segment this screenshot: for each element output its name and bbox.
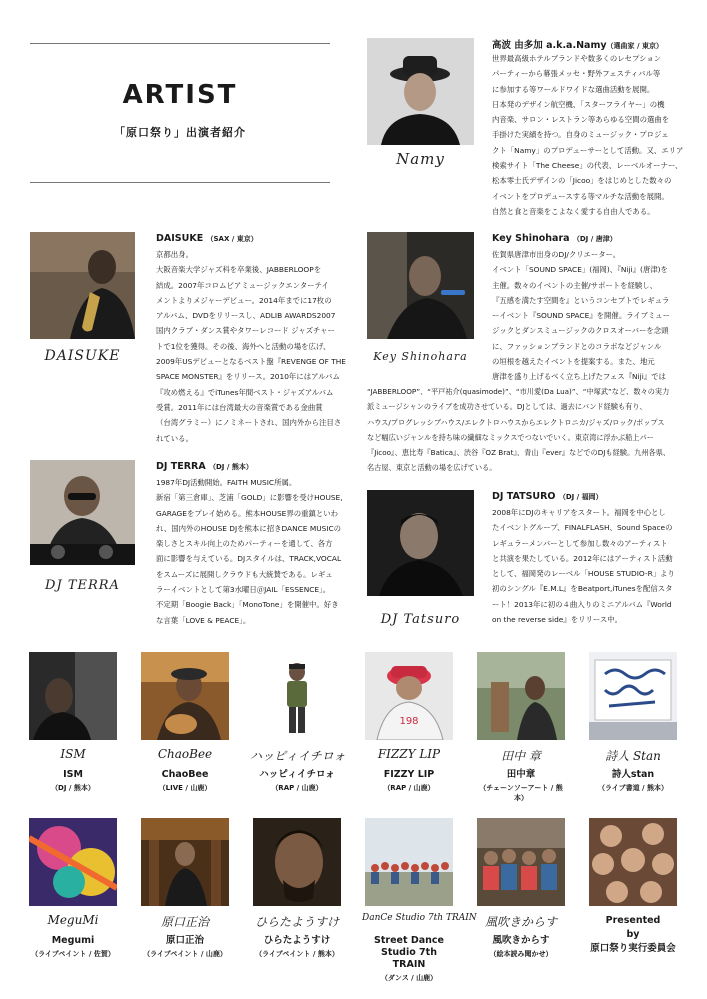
grid-signature: 田中 章 — [501, 749, 541, 763]
megumi-photo — [29, 818, 117, 906]
grid-signature: 詩人 Stan — [605, 749, 661, 763]
seventh-train-photo — [365, 818, 453, 906]
grid-role: （ライブペイント / 熊本） — [255, 950, 339, 958]
namy-bio — [492, 51, 697, 219]
presented-line-2: by — [626, 929, 640, 940]
grid-signature: FIZZY LIP — [377, 747, 441, 761]
bio-line: on the reverse side』をリリース中。 — [492, 615, 623, 625]
bio-line: 京都出身。 — [156, 250, 193, 259]
tatsuro-bio — [492, 505, 697, 627]
namy-name-text: 高波 由多加 a.k.a.Namy — [492, 40, 607, 51]
grid-item — [474, 913, 568, 959]
grid-name: 田中章 — [506, 769, 536, 780]
daisuke-bio — [156, 247, 348, 446]
bio-line: をスムーズに展開しクラウドも大統賛である。レギュ — [156, 569, 333, 579]
grid-signature: 風吹きからす — [484, 915, 557, 929]
happy-ichiro-photo — [253, 652, 341, 740]
bio-line: たイベントグループ、FINALFLASH、Sound Spaceの — [492, 523, 673, 533]
grid-role: （ライブペイント / 山鹿） — [143, 950, 227, 958]
bio-line: “JABBERLOOP”、“平戸祐介(quasimode)”、“市川愛(Da Lua)”、“中塚武”など、数々の実力 — [367, 387, 670, 396]
grid-item — [26, 747, 120, 793]
grid-signature: ひらたようすけ — [254, 915, 339, 929]
grid-name: Street Dance Studio 7th TRAIN — [374, 935, 444, 970]
terra-name-text: DJ TERRA — [156, 461, 206, 472]
grid-role: （チェーンソーアート / 熊本） — [479, 784, 563, 802]
key-role: （DJ / 唐津） — [572, 235, 617, 243]
presented-line-1: Presented — [605, 915, 661, 926]
grid-signature: DanCe Studio 7th TRAIN — [362, 913, 477, 923]
daisuke-signature: DAISUKE — [44, 348, 121, 364]
grid-name: ChaoBee — [161, 769, 209, 780]
grid-role: （DJ / 熊本） — [51, 784, 95, 792]
bio-line: レギュラーメンバーとして参加し数々のアーティスト — [492, 538, 668, 548]
bio-line: 大阪音楽大学ジャズ科を卒業後、JABBERLOOPを — [156, 265, 322, 275]
chaobee-photo — [141, 652, 229, 740]
bio-line: 新宿「第三倉庫」、芝浦「GOLD」に影響を受けHOUSE, — [156, 493, 343, 503]
bio-line: 唐津を盛り上げるべく立ち上げたフェス『Niji』では — [492, 372, 666, 382]
key-photo — [367, 232, 474, 339]
bio-line: れ、国内外のHOUSE DJを熊本に招きDANCE MUSICの — [156, 523, 342, 533]
grid-name: 詩人stan — [611, 769, 655, 780]
key-signature: Key Shinohara — [373, 350, 468, 363]
bio-line: ーイベント『SOUND SPACE』を開催。ライブミュー — [492, 311, 670, 321]
bio-line: 結成。2007年コロムビアミュージックエンターテイ — [156, 280, 329, 290]
bio-line: など幅広いジャンルを持ち味の繊細なミックスでつないでいく。東京湾に浮かぶ船上パー — [367, 432, 654, 442]
bio-line: 検索サイト「The Cheese」の代表、レーベルオーナー、 — [492, 161, 683, 171]
grid-name: 風吹きからす — [492, 935, 550, 946]
bio-line: ート！2013年に初の４曲入りのミニアルバム『World — [492, 599, 672, 609]
terra-role: （DJ / 熊本） — [209, 463, 253, 471]
namy-signature: Namy — [396, 150, 445, 168]
bio-line: アルバム、DVDをリリースし、ADLIB AWARDS2007 — [156, 311, 336, 321]
bio-line: 受賞。2011年には台湾最大の音楽賞である金曲賞 — [156, 402, 323, 412]
bio-line: SPACE MONSTER』をリリース。2010年にはアルバム — [156, 372, 340, 382]
bio-line: に参加する等ワールドワイドな選曲活動を展開。 — [492, 84, 655, 94]
key-name — [492, 233, 617, 244]
tatsuro-name-text: DJ TATSURO — [492, 491, 556, 502]
kazefuki-karasu-photo — [477, 818, 565, 906]
namy-name — [492, 37, 663, 51]
shijin-stan-photo — [589, 652, 677, 740]
key-bio-top — [492, 247, 697, 385]
bio-line: メントよりメジャーデビュー。2014年までに17枚の — [156, 295, 332, 305]
tatsuro-photo — [367, 490, 474, 596]
bio-line: GARAGEをプレイ始める。熊本HOUSE界の重鎮といわ — [156, 508, 339, 518]
bio-line: 手掛けた実績を持つ。自身のミュージック・プロジェ — [492, 130, 669, 140]
terra-photo — [30, 460, 135, 565]
grid-role: （ライブペイント / 佐賀） — [31, 950, 115, 958]
bio-line: ジックとダンスミュージックのクロスオーバーを念頭 — [492, 326, 669, 336]
grid-signature: ChaoBee — [157, 747, 213, 761]
grid-role: （絵本読み聞かせ） — [489, 950, 553, 958]
ism-photo — [29, 652, 117, 740]
grid-signature: ISM — [60, 747, 86, 761]
tatsuro-signature: DJ Tatsuro — [380, 612, 461, 627]
bio-line: ラーイベントとして第3水曜日＠JAIL「ESSENCE」。 — [156, 585, 331, 595]
bio-line: と共演を果たしている。2012年にはアーティスト活動 — [492, 553, 673, 563]
bio-line: 面に影響を与えている。DJスタイルは、TRACK,VOCAL — [156, 554, 342, 564]
bio-line: 『五感を満たす空間を』というコンセプトでレギュラ — [492, 295, 670, 305]
bio-line: れている。 — [156, 433, 193, 443]
header-top-rule — [30, 43, 330, 44]
grid-name: FIZZY LIP — [383, 769, 435, 780]
bio-line: な言葉「LOVE & PEACE」。 — [156, 615, 251, 625]
tatsuro-name — [492, 491, 603, 502]
bio-line: イベント「SOUND SPACE」(福岡)、『Niji』(唐津)を — [492, 265, 668, 275]
terra-name — [156, 461, 253, 472]
bio-line: ハウス/プログレッシブハウス/エレクトロハウスからエレクトロニカ/ジャズ/ロック/ポップス — [367, 417, 665, 427]
grid-item — [138, 913, 232, 959]
grid-item — [362, 747, 456, 793]
page-title: ARTIST — [122, 80, 238, 110]
bio-line: 自然と食と音楽をこよなく愛する自由人である。 — [492, 206, 655, 216]
grid-role: （ダンス / 山鹿） — [380, 974, 438, 982]
grid-name: ハッピィイチロォ — [259, 769, 335, 780]
namy-photo — [367, 38, 474, 145]
bio-line: 2009年USデビューとなるベスト盤『REVENGE OF THE — [156, 357, 346, 367]
bio-line: トで1位を獲得。その後、海外へと活動の場を広げ、 — [156, 341, 331, 351]
page-subtitle: 「原口祭り」出演者紹介 — [114, 126, 246, 139]
bio-line: クト「Namy」のプロデューサーとして活動。又、エリア — [492, 145, 684, 155]
bio-line: 1987年DJ活動開始。FAITH MUSIC所属。 — [156, 478, 297, 487]
bio-line: （台湾グラミー）にノミネートされ、国内外から注目さ — [156, 418, 342, 428]
grid-item — [26, 913, 120, 959]
bio-line: 『Jicoo』、恵比寿『Batica』、渋谷『OZ Brat』、青山『ever』などでのDJも経験。九州各県、 — [367, 448, 671, 458]
daisuke-role: （SAX / 東京） — [206, 235, 258, 243]
grid-item — [474, 747, 568, 803]
grid-item — [138, 747, 232, 793]
bio-line: に、ファッションブランドとのコラボなどジャンル — [492, 341, 662, 351]
grid-name: ISM — [63, 769, 83, 780]
grid-signature: ハッピィイチロォ — [250, 749, 346, 763]
committee-photo — [589, 818, 677, 906]
bio-line: 内音楽、サロン・レストラン等あらゆる空間の選曲を — [492, 115, 670, 125]
grid-role: （RAP / 山鹿） — [271, 784, 323, 792]
haraguchi-shoji-photo — [141, 818, 229, 906]
bio-line: 2008年にDJのキャリアをスタート。福岡を中心とし — [492, 508, 666, 517]
grid-role: （LIVE / 山鹿） — [158, 784, 212, 792]
fizzy-lip-photo — [365, 652, 453, 740]
grid-name: Megumi — [51, 935, 95, 946]
grid-item — [586, 747, 680, 793]
bio-line: イベントをプロデュースする等マルチな活動を展開。 — [492, 191, 669, 201]
bio-line: 松本零士氏デザインの「Jicoo」をはじめとした数々の — [492, 176, 672, 186]
tatsuro-role: （DJ / 福岡） — [558, 493, 603, 501]
grid-item — [250, 913, 344, 959]
daisuke-name — [156, 233, 258, 244]
bio-line: 名古屋、東京と活動の場を広げている。 — [367, 463, 497, 473]
hirata-yosuke-photo — [253, 818, 341, 906]
daisuke-name-text: DAISUKE — [156, 233, 204, 244]
bio-line: 世界最高級ホテルブランドや数多くのレセプション — [492, 54, 662, 63]
bio-line: 『攻め燃える』でiTunes年間ベスト・ジャズアルバム — [156, 387, 334, 397]
grid-name: ひらたようすけ — [263, 935, 331, 946]
grid-item — [250, 747, 344, 793]
presented-line-3: 原口祭り実行委員会 — [590, 943, 676, 954]
daisuke-photo — [30, 232, 135, 339]
terra-bio — [156, 475, 348, 628]
bio-line: として、福岡発のレーベル「HOUSE STUDIO-R」より — [492, 569, 675, 579]
bio-line: 佐賀県唐津市出身のDJ/クリエーター。 — [492, 250, 621, 259]
bio-line: 派ミュージシャンのライブを成功させている。DJとしては、過去にバンド経験も有り、 — [367, 402, 647, 412]
namy-role: （選曲家 / 東京） — [606, 42, 663, 50]
bio-line: 国内クラブ・ダンス賞やタワーレコード ジャズチャー — [156, 326, 335, 336]
grid-role: （ライブ書道 / 熊本） — [597, 784, 668, 792]
bio-line: 主催。数々のイベントの主催/サポートを経験し、 — [492, 280, 658, 290]
grid-role: （RAP / 山鹿） — [383, 784, 435, 792]
bio-line: 楽しさとスキル向上のためパーティーを通して、各方 — [156, 539, 333, 549]
svg-text:198: 198 — [399, 716, 419, 727]
bio-line: 不定期「Boogie Back」「MonoTone」を開催中。好き — [156, 600, 339, 610]
tanaka-akira-photo — [477, 652, 565, 740]
grid-name: 原口正治 — [165, 935, 204, 946]
grid-item — [362, 913, 477, 983]
bio-line: 初のシングル『E.M.L』をBeatport,iTunesを配信スタ — [492, 584, 673, 594]
presented-by — [586, 915, 680, 955]
bio-line: の垣根を越えたイベントを提案する。また、地元 — [492, 357, 655, 367]
grid-signature: MeguMi — [47, 913, 99, 927]
terra-signature: DJ TERRA — [45, 578, 120, 593]
bio-line: パーティーから幕張メッセ・野外フェスティバル等 — [492, 69, 661, 79]
key-bio-wide — [367, 384, 699, 476]
key-name-text: Key Shinohara — [492, 233, 570, 244]
bio-line: 日本発のデザイン航空機、「スターフライヤー」の機 — [492, 99, 665, 109]
grid-signature: 原口正治 — [160, 915, 209, 929]
header-bottom-rule — [30, 182, 330, 183]
